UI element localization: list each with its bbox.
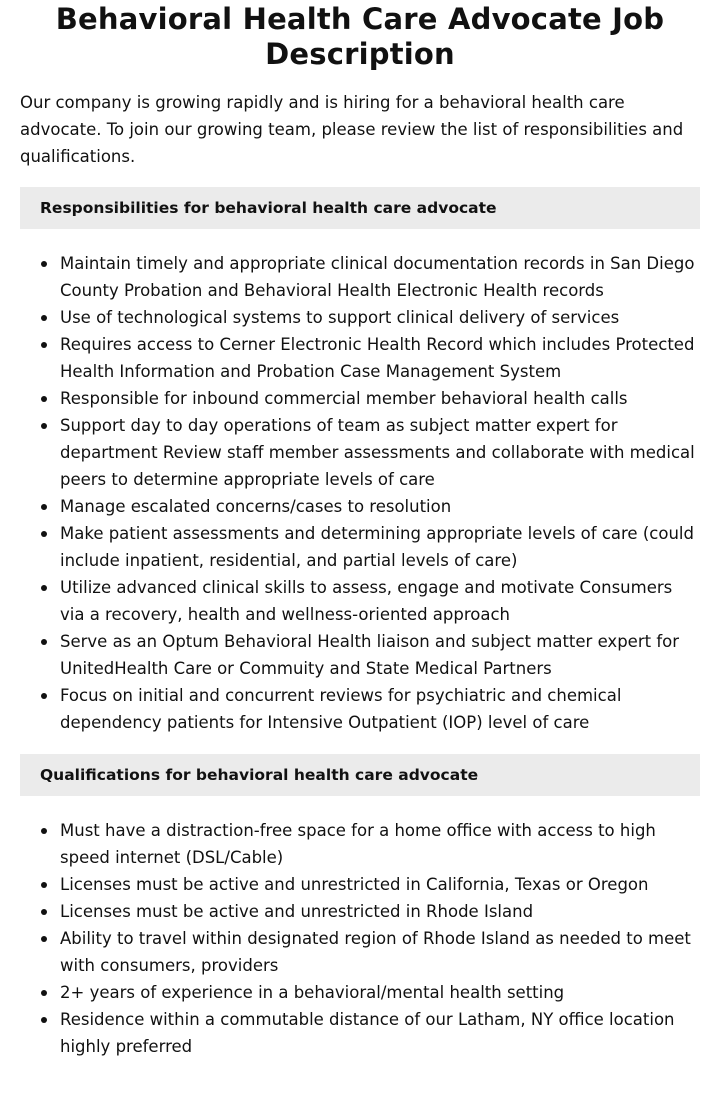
qualifications-list [20, 817, 700, 1060]
bullet-dot-icon [41, 396, 47, 402]
responsibility-text: Responsible for inbound commercial member behavioral health calls [60, 389, 628, 408]
qualification-text: 2+ years of experience in a behavioral/mental health setting [60, 983, 565, 1002]
responsibilities-heading: Responsibilities for behavioral health care advocate [20, 187, 700, 229]
responsibility-item [20, 493, 700, 520]
bullet-dot-icon [41, 882, 47, 888]
responsibility-item [20, 385, 700, 412]
bullet-dot-icon [41, 585, 47, 591]
responsibility-item [20, 412, 700, 493]
bullet-dot-icon [41, 936, 47, 942]
qualification-text: Licenses must be active and unrestricted in California, Texas or Oregon [60, 875, 649, 894]
bullet-dot-icon [41, 639, 47, 645]
responsibility-text: Support day to day operations of team as subject matter expert for department Review staff member assessments and collaborate with medical peers to determine appropriate levels of care [60, 416, 695, 489]
responsibility-text: Manage escalated concerns/cases to resolution [60, 497, 452, 516]
responsibilities-list [20, 250, 700, 736]
page-title: Behavioral Health Care Advocate Job Description [55, 2, 665, 71]
responsibility-text: Maintain timely and appropriate clinical documentation records in San Diego County Probation and Behavioral Health Electronic Health records [60, 254, 695, 300]
qualification-text: Licenses must be active and unrestricted in Rhode Island [60, 902, 534, 921]
qualification-item [20, 898, 700, 925]
bullet-dot-icon [41, 423, 47, 429]
bullet-dot-icon [41, 531, 47, 537]
bullet-dot-icon [41, 261, 47, 267]
responsibility-item [20, 628, 700, 682]
qualification-item [20, 1006, 700, 1060]
job-description-page [0, 2, 720, 1060]
qualification-item [20, 871, 700, 898]
bullet-dot-icon [41, 315, 47, 321]
responsibility-text: Utilize advanced clinical skills to assess, engage and motivate Consumers via a recovery, health and wellness-oriented approach [60, 578, 673, 624]
responsibility-item [20, 250, 700, 304]
qualification-item [20, 925, 700, 979]
responsibility-item [20, 520, 700, 574]
responsibility-text: Use of technological systems to support clinical delivery of services [60, 308, 620, 327]
qualification-text: Residence within a commutable distance of our Latham, NY office location highly preferred [60, 1010, 675, 1056]
bullet-dot-icon [41, 909, 47, 915]
bullet-dot-icon [41, 504, 47, 510]
qualification-text: Ability to travel within designated region of Rhode Island as needed to meet with consumers, providers [60, 929, 691, 975]
responsibility-text: Focus on initial and concurrent reviews for psychiatric and chemical dependency patients for Intensive Outpatient (IOP) level of care [60, 686, 622, 732]
responsibility-text: Make patient assessments and determining appropriate levels of care (could include inpatient, residential, and partial levels of care) [60, 524, 694, 570]
qualifications-heading: Qualifications for behavioral health care advocate [20, 754, 700, 796]
responsibility-text: Serve as an Optum Behavioral Health liaison and subject matter expert for UnitedHealth Care or Commuity and State Medical Partners [60, 632, 680, 678]
responsibility-item [20, 682, 700, 736]
responsibility-item [20, 304, 700, 331]
responsibility-text: Requires access to Cerner Electronic Health Record which includes Protected Health Information and Probation Case Management System [60, 335, 695, 381]
responsibility-item [20, 331, 700, 385]
bullet-dot-icon [41, 990, 47, 996]
bullet-dot-icon [41, 342, 47, 348]
responsibility-item [20, 574, 700, 628]
qualification-text: Must have a distraction-free space for a home office with access to high speed internet (DSL/Cable) [60, 821, 656, 867]
bullet-dot-icon [41, 1017, 47, 1023]
qualification-item [20, 979, 700, 1006]
bullet-dot-icon [41, 693, 47, 699]
bullet-dot-icon [41, 828, 47, 834]
intro-paragraph: Our company is growing rapidly and is hiring for a behavioral health care advocate. To join our growing team, please review the list of responsibilities and qualifications. [20, 93, 684, 166]
qualification-item [20, 817, 700, 871]
